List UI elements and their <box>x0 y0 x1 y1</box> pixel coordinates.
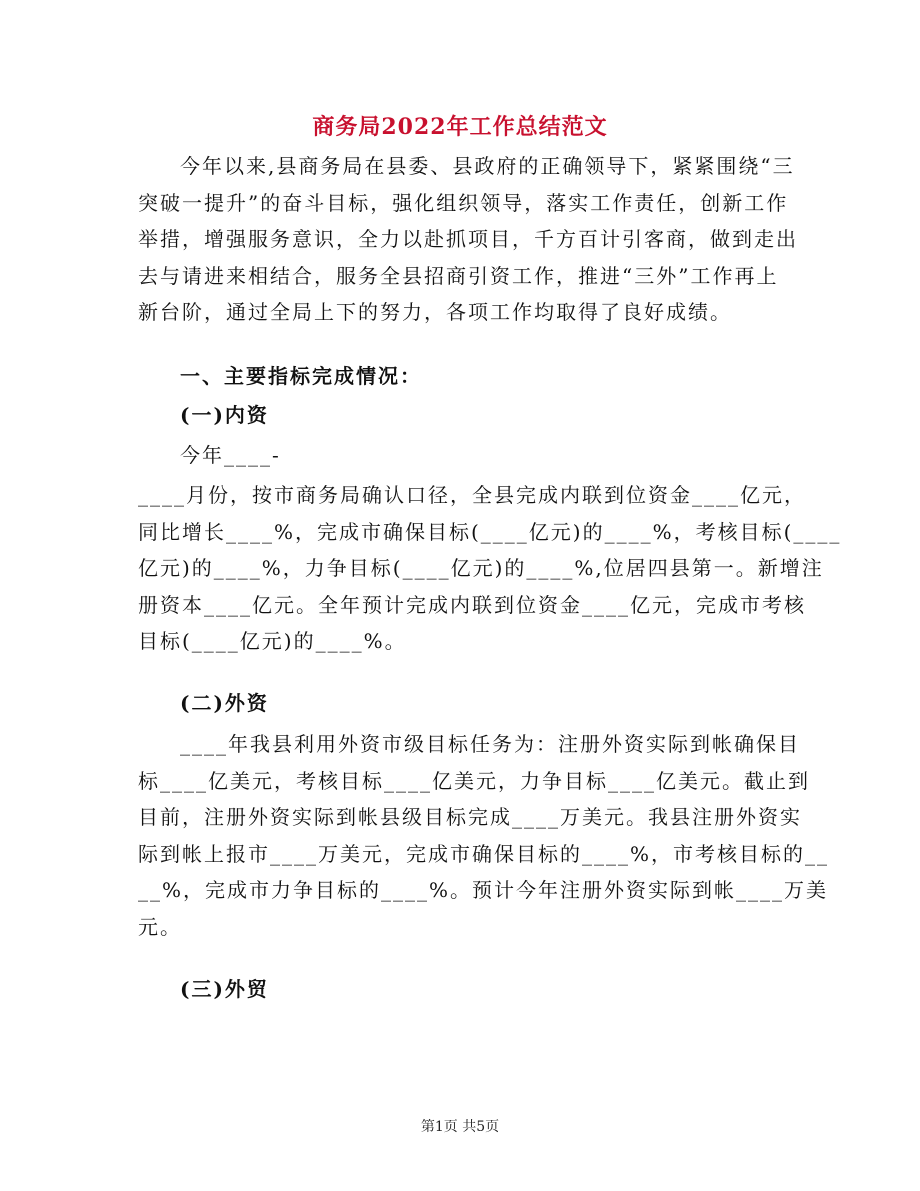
paragraph-line: 同比增长____%，完成市确保目标(____亿元)的____%，考核目标(____ <box>138 519 842 544</box>
paragraph-line: 元。 <box>138 914 182 939</box>
intro-line: 突破一提升”的奋斗目标，强化组织领导，落实工作责任，创新工作 <box>138 190 789 215</box>
subsection-heading-foreign-capital: (二)外资 <box>180 691 269 715</box>
page-footer: 第1页 共5页 <box>420 1119 500 1135</box>
domestic-capital-first-line: 今年____- <box>180 443 281 467</box>
paragraph-line: 册资本____亿元。全年预计完成内联到位资金____亿元，完成市考核 <box>138 592 806 617</box>
foreign-capital-paragraph <box>138 726 830 945</box>
paragraph-line: 亿元)的____%，力争目标(____亿元)的____%,位居四县第一。新增注 <box>138 556 824 580</box>
paragraph-line: 标____亿美元，考核目标____亿美元，力争目标____亿美元。截止到 <box>138 768 810 793</box>
intro-line: 新台阶，通过全局上下的努力，各项工作均取得了良好成绩。 <box>138 300 732 324</box>
paragraph-line: 际到帐上报市____万美元，完成市确保目标的____%，市考核目标的__ <box>138 841 830 866</box>
subsection-heading-domestic-capital: (一)内资 <box>180 403 269 427</box>
subsection-heading-foreign-trade: (三)外贸 <box>180 977 269 1001</box>
paragraph-line: ____月份，按市商务局确认口径，全县完成内联到位资金____亿元， <box>138 483 806 507</box>
paragraph-line: 目标(____亿元)的____%。 <box>138 629 407 653</box>
domestic-capital-paragraph <box>138 477 842 660</box>
paragraph-line: __%，完成市力争目标的____%。预计今年注册外资实际到帐____万美 <box>138 878 829 902</box>
paragraph-line: ____年我县利用外资市级目标任务为：注册外资实际到帐确保目 <box>180 732 800 756</box>
intro-line: 去与请进来相结合，服务全县招商引资工作，推进“三外”工作再上 <box>138 263 779 288</box>
intro-paragraph <box>138 148 798 331</box>
intro-line: 今年以来,县商务局在县委、县政府的正确领导下，紧紧围绕“三 <box>180 154 795 178</box>
paragraph-line: 目前，注册外资实际到帐县级目标完成____万美元。我县注册外资实 <box>138 805 802 829</box>
document-title: 商务局2022年工作总结范文 <box>312 114 608 140</box>
intro-line: 举措，增强服务意识，全力以赴抓项目，千方百计引客商，做到走出 <box>138 227 798 251</box>
section-heading-main-indicators: 一、主要指标完成情况： <box>180 364 422 388</box>
